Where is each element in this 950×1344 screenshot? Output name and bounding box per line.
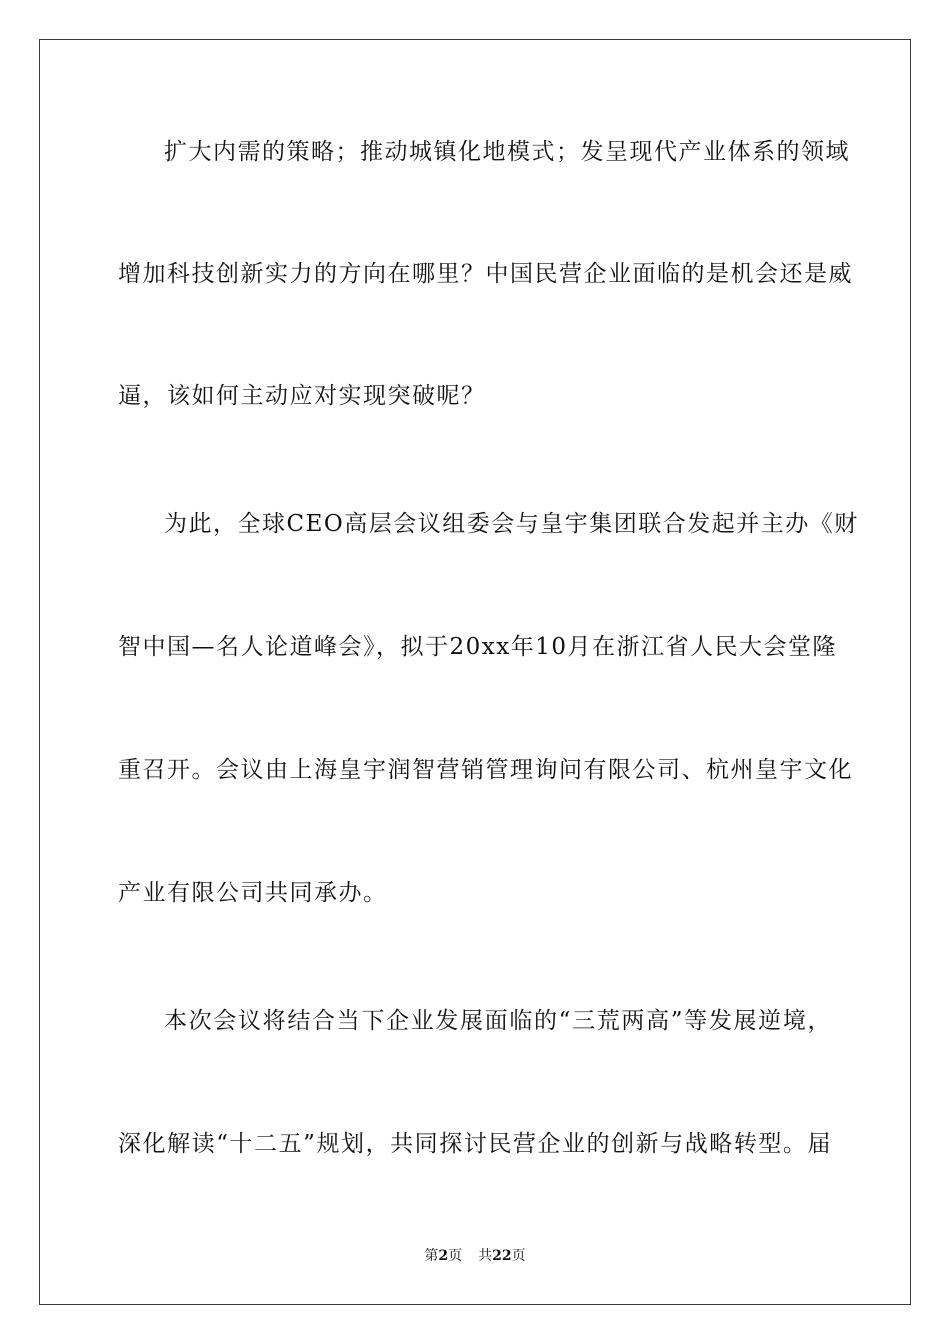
paragraph-line: 增加科技创新实力的方向在哪里？中国民营企业面临的是机会还是威: [118, 261, 853, 287]
total-unit: 页: [511, 1248, 526, 1264]
page-frame: [39, 39, 911, 1305]
current-page-number: 2: [438, 1248, 449, 1264]
paragraph-line: 深化解读“十二五”规划，共同探讨民营企业的创新与战略转型。届: [118, 1131, 832, 1157]
paragraph-line: 智中国—名人论道峰会》，拟于20xx年10月在浙江省人民大会堂隆: [118, 634, 837, 660]
paragraph-line: 为此，全球CEO高层会议组委会与皇宇集团联合发起并主办《财: [164, 511, 859, 537]
total-prefix: 共: [478, 1248, 493, 1264]
paragraph-line: 产业有限公司共同承办。: [118, 880, 388, 906]
page-footer: [0, 1247, 950, 1265]
paragraph-line: 扩大内需的策略；推动城镇化地模式；发呈现代产业体系的领域: [164, 139, 850, 165]
paragraph-line: 逼，该如何主动应对实现突破呢？: [118, 383, 486, 409]
paragraph-line: 本次会议将结合当下企业发展面临的“三荒两高”等发展逆境，: [164, 1008, 832, 1034]
page-prefix: 第: [424, 1248, 439, 1264]
paragraph-line: 重召开。会议由上海皇宇润智营销管理询问有限公司、杭州皇宇文化: [118, 757, 853, 783]
page-unit: 页: [448, 1248, 463, 1264]
total-page-count: 22: [492, 1248, 512, 1264]
